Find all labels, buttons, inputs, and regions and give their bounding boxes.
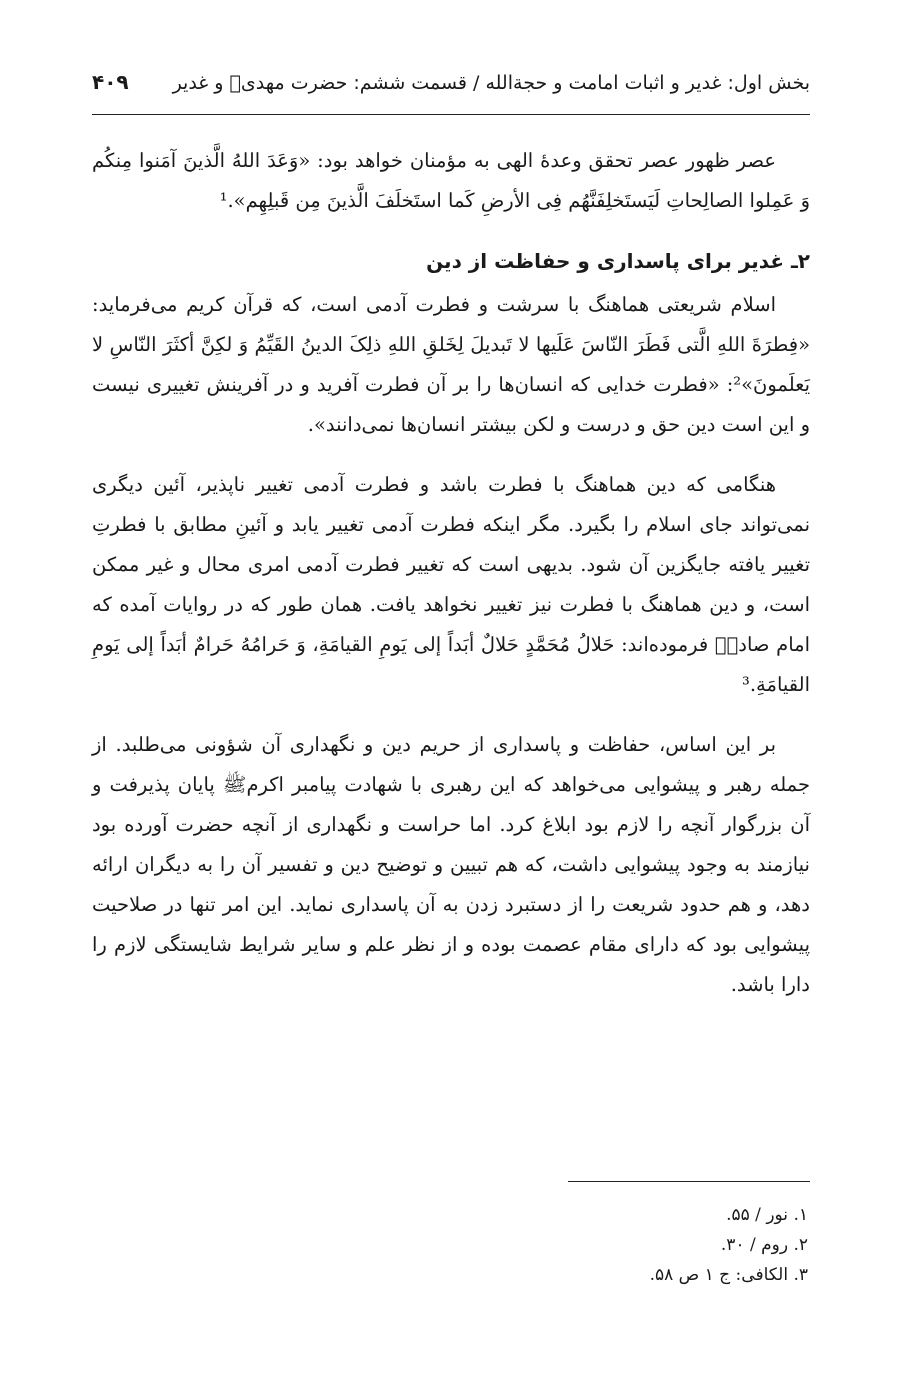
running-header [92,70,810,115]
book-page [92,70,810,1005]
paragraph-1: عصر ظهور عصر تحقق وعدهٔ الهی به مؤمنان خواهد بود: «وَعَدَ اللهُ الَّذینَ آمَنوا مِنکُم وَ عَمِلوا الصالِحاتِ لَیَستَخلِفَنَّهُم فِی الأرضِ کَما استَخلَفَ الَّذینَ مِن قَبلِهِم».¹ [92,149,810,212]
main-text [92,141,810,1005]
paragraph-2: اسلام شریعتی هماهنگ با سرشت و فطرت آدمی است، که قرآن کریم می‌فرماید: «فِطرَةَ اللهِ الَّتی فَطَرَ النّاسَ عَلَیها لا تَبدیلَ لِخَلقِ اللهِ ذلِکَ الدینُ القَیِّمُ وَ لکِنَّ أکثَرَ النّاسِ لا یَعلَمونَ»²: «فطرت خدایی که انسان‌ها را بر آن فطرت آفرید و در آفرینش تغییری نیست و این است دین حق و درست و لکن بیشتر انسان‌ها نمی‌دانند». [92,293,810,436]
footnote-3: ۳. الکافی: ج ۱ ص ۵۸. [649,1265,808,1285]
footnotes [650,1200,808,1290]
footnote-divider [568,1181,810,1182]
paragraph-4: بر این اساس، حفاظت و پاسداری از حریم دین و نگهداری آن شؤونی می‌طلبد. از جمله رهبر و پیشوایی می‌خواهد که این رهبری با شهادت پیامبر اکرمﷺ پایان پذیرفت و آن بزرگوار آنچه را لازم بود ابلاغ کرد. اما حراست و نگهداری از آنچه حضرت آورده بود نیازمند به وجود پیشوایی داشت، که هم تبیین و توضیح دین و تفسیر آن را به دیگران ارائه دهد، و هم حدود شریعت را از دستبرد زدن به آن پاسداری نماید. این امر تنها در صلاحیت پیشوایی بود که دارای مقام عصمت بوده و از نظر علم و سایر شرایط شایستگی لازم را دارا باشد. [92,733,810,996]
page-number: ۴۰۹ [92,70,129,94]
paragraph-3: هنگامی که دین هماهنگ با فطرت باشد و فطرت آدمی تغییر ناپذیر، آئین دیگری نمی‌تواند جای اسلام را بگیرد. مگر اینکه فطرت آدمی تغییر یابد و آئینِ مطابق با فطرتِ تغییر یافته جایگزین آن شود. بدیهی است که تغییر فطرت آدمی امری محال و غیر ممکن است، و دین هماهنگ با فطرت نیز تغییر نخواهد یافت. همان طور که در روایات آمده که امام صادقؑ فرموده‌اند: حَلالُ مُحَمَّدٍ حَلالٌ أبَداً إلی یَومِ القیامَةِ، وَ حَرامُهُ حَرامٌ أبَداً إلی یَومِ القیامَةِ.³ [92,473,810,696]
running-header-title: بخش اول: غدیر و اثبات امامت و حجةالله / قسمت ششم: حضرت مهدیؑ و غدیر [172,72,810,94]
footnote-1: ۱. نور / ۵۵. [726,1205,808,1225]
section-heading: ۲ـ غدیر برای پاسداری و حفاظت از دین [426,249,810,273]
footnote-2: ۲. روم / ۳۰. [720,1235,808,1255]
